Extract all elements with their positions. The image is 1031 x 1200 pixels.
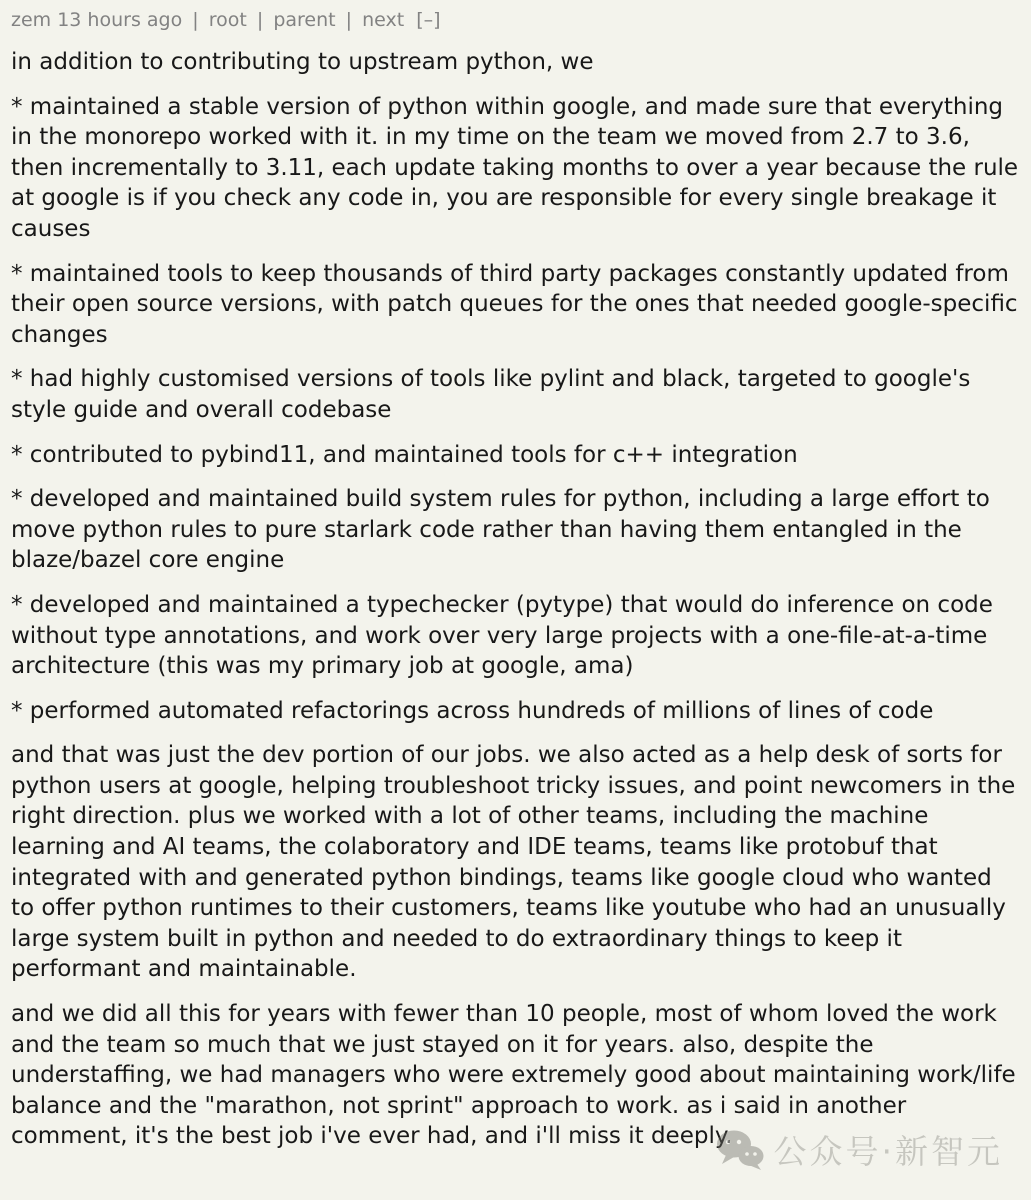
parent-link[interactable]: parent (273, 9, 336, 31)
comment-paragraph: * contributed to pybind11, and maintained tools for c++ integration (11, 441, 798, 468)
comment-paragraph: * performed automated refactorings across hundreds of millions of lines of code (11, 697, 934, 724)
comment-header (11, 8, 1021, 32)
comment-paragraph: * developed and maintained build system rules for python, including a large effort to move python rules to pure starlark code rather than having them entangled in the blaze/bazel core engine (11, 486, 990, 574)
header-separator: | (192, 9, 199, 31)
comment-paragraph: * had highly customised versions of tools like pylint and black, targeted to google's style guide and overall codebase (11, 366, 971, 423)
comment-author-link[interactable]: zem (11, 9, 52, 31)
comment-paragraph: and that was just the dev portion of our jobs. we also acted as a help desk of sorts for python users at google, helping troubleshoot tricky issues, and point newcomers in the right direction. plus we worked with a lot of other teams, including the machine learning and AI teams, the colaboratory and IDE teams, teams like protobuf that integrated with and generated python bindings, teams like google cloud who wanted to offer python runtimes to their customers, teams like youtube who had an unusually large system built in python and needed to do extraordinary things to keep it performant and maintainable. (11, 742, 1016, 983)
watermark-text: 公众号·新智元 (773, 1132, 1003, 1171)
comment-paragraph: * maintained a stable version of python within google, and made sure that everything in the monorepo worked with it. in my time on the team we moved from 2.7 to 3.6, then incrementally to 3.11, each update taking months to over a year because the rule at google is if you check any code in, you are responsible for every single breakage it causes (11, 93, 1019, 242)
comment-paragraph: * developed and maintained a typechecker (pytype) that would do inference on code without type annotations, and work over very large projects with a one-file-at-a-time architecture (this was my primary job at google, ama) (11, 591, 993, 680)
header-separator: | (345, 9, 353, 31)
comment-age-link[interactable]: 13 hours ago (57, 9, 183, 31)
comment-paragraph: * maintained tools to keep thousands of third party packages constantly updated from their open source versions, with patch queues for the ones that needed google-specific changes (11, 260, 1018, 348)
comment-paragraph: in addition to contributing to upstream python, we (11, 49, 594, 75)
header-separator: | (256, 9, 264, 31)
root-link[interactable]: root (208, 9, 247, 31)
collapse-toggle[interactable]: [–] (416, 9, 441, 31)
next-link[interactable]: next (362, 9, 405, 31)
comment-paragraph: and we did all this for years with fewer than 10 people, most of whom loved the work and the team so much that we just stayed on it for years. also, despite the understaffing, we had managers who were extremely good about maintaining work/life balance and the "marathon, not sprint" approach to work. as i said in another comment, it's the best job i've ever had, and i'll miss it deeply. (11, 1001, 1016, 1150)
comment-body (11, 47, 1021, 1152)
